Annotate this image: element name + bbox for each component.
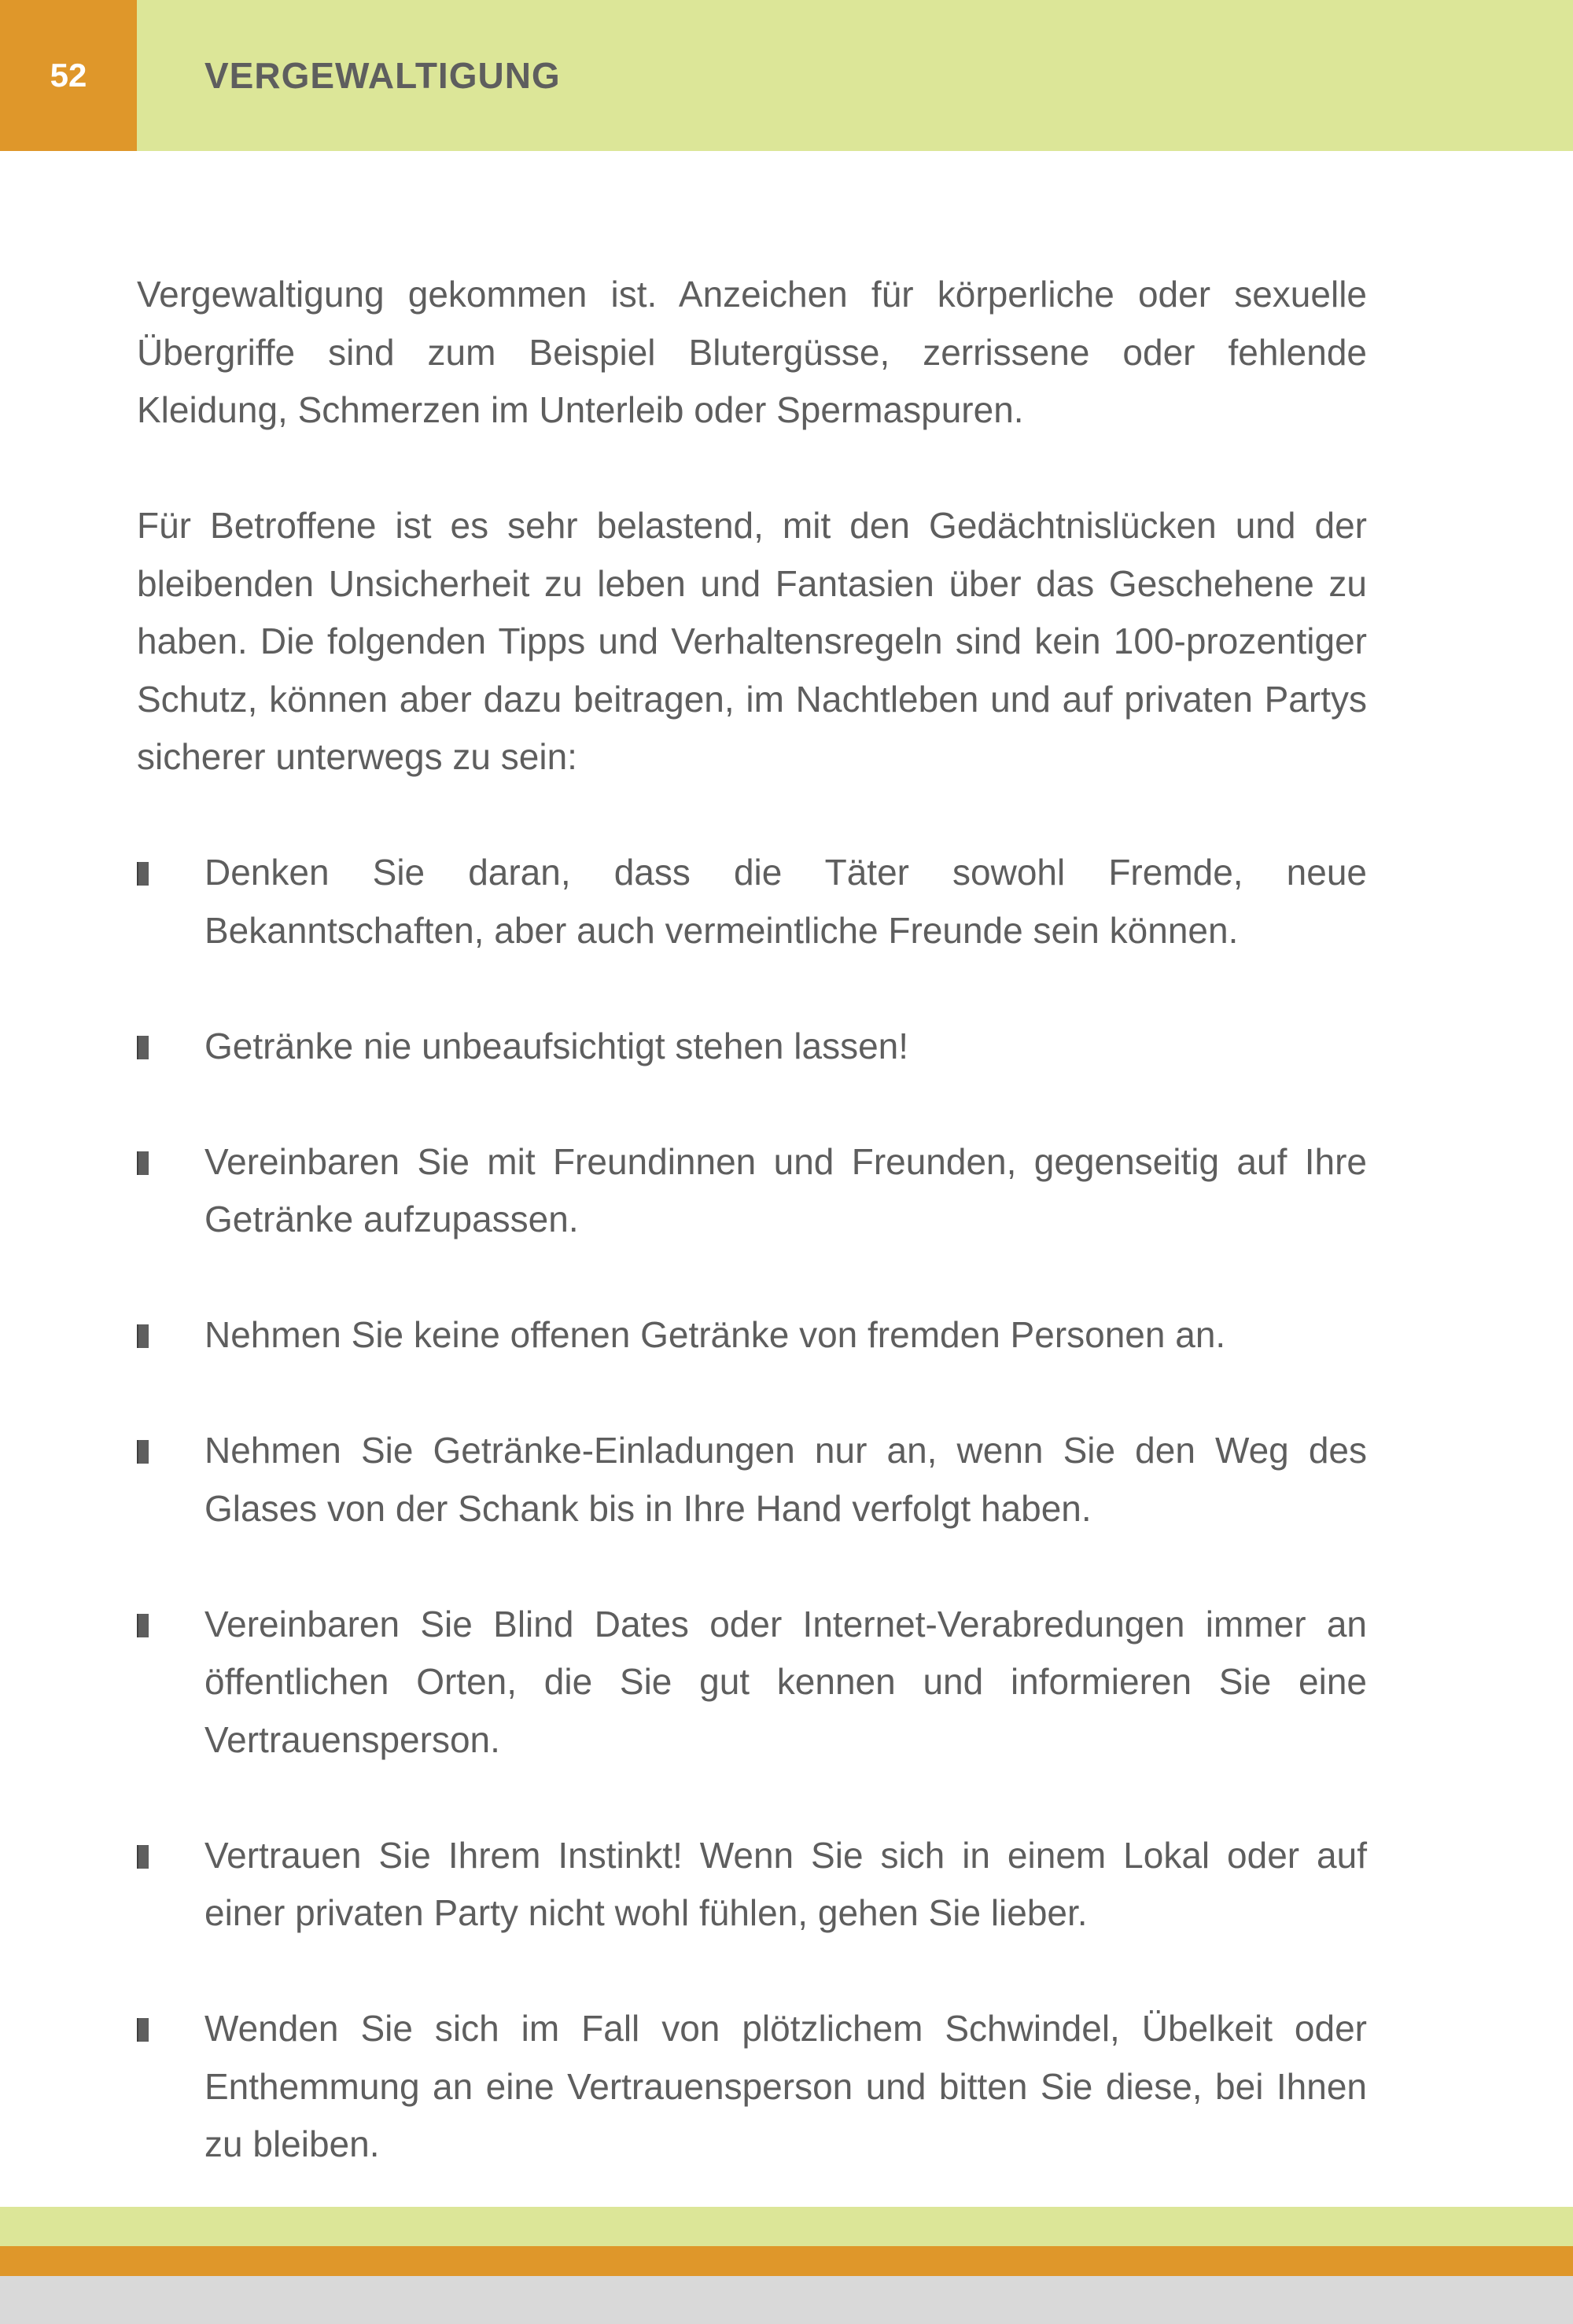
bullet-marker-icon (137, 2018, 149, 2042)
footer-band-gray (0, 2276, 1573, 2324)
bullet-marker-icon (137, 1036, 149, 1059)
paragraph: Vergewaltigung gekommen ist. Anzeichen für körperliche oder sexuelle Übergriffe sind zum Beispiel Blutergüsse, zerrissene oder fehlende Kleidung, Schmerzen im Unterleib oder Spermaspuren. (137, 274, 1367, 430)
paragraph: Für Betroffene ist es sehr belastend, mit den Gedächtnislücken und der bleibenden Unsicherheit zu leben und Fantasien über das Geschehene zu haben. Die folgenden Tipps und Verhaltensregeln sind kein 100-prozentiger Schutz, können aber dazu beitragen, im Nachtleben und auf privaten Partys sicherer unterwegs zu sein: (137, 505, 1367, 777)
list-item (137, 1306, 1367, 1365)
list-item (137, 1596, 1367, 1770)
list-item (137, 844, 1367, 959)
list-item-text: Denken Sie daran, dass die Täter sowohl Fremde, neue Bekanntschaften, aber auch vermeintliche Freunde sein können. (204, 852, 1367, 951)
page-number: 52 (50, 57, 87, 94)
page-header (0, 0, 1573, 151)
list-item (137, 1133, 1367, 1249)
bullet-marker-icon (137, 1614, 149, 1637)
tips-list (137, 844, 1367, 2174)
list-item-text: Vereinbaren Sie Blind Dates oder Internet-Verabredungen immer an öffentlichen Orten, die Sie gut kennen und informieren Sie eine Vertrauensperson. (204, 1603, 1367, 1760)
bullet-marker-icon (137, 862, 149, 886)
chapter-title: VERGEWALTIGUNG (204, 55, 561, 96)
list-item (137, 2000, 1367, 2174)
list-item-text: Wenden Sie sich im Fall von plötzlichem Schwindel, Übelkeit oder Enthemmung an eine Vertrauensperson und bitten Sie diese, bei Ihnen zu bleiben. (204, 2008, 1367, 2164)
list-item-text: Nehmen Sie keine offenen Getränke von fremden Personen an. (204, 1314, 1226, 1355)
list-item (137, 1827, 1367, 1943)
bullet-marker-icon (137, 1324, 149, 1348)
list-item-text: Nehmen Sie Getränke-Einladungen nur an, wenn Sie den Weg des Glases von der Schank bis in Ihre Hand verfolgt haben. (204, 1430, 1367, 1529)
list-item-text: Vereinbaren Sie mit Freundinnen und Freunden, gegenseitig auf Ihre Getränke aufzupassen. (204, 1140, 1367, 1239)
list-item-text: Vertrauen Sie Ihrem Instinkt! Wenn Sie sich in einem Lokal oder auf einer privaten Party nicht wohl fühlen, gehen Sie lieber. (204, 1834, 1367, 1933)
bullet-marker-icon (137, 1845, 149, 1869)
footer-band-green (0, 2207, 1573, 2246)
page-number-box (0, 0, 137, 151)
bullet-marker-icon (137, 1440, 149, 1464)
bullet-marker-icon (137, 1151, 149, 1175)
page-body (137, 266, 1367, 2231)
footer-band-orange (0, 2246, 1573, 2276)
list-item (137, 1422, 1367, 1538)
list-item-text: Getränke nie unbeaufsichtigt stehen lassen! (204, 1025, 909, 1066)
list-item (137, 1018, 1367, 1076)
